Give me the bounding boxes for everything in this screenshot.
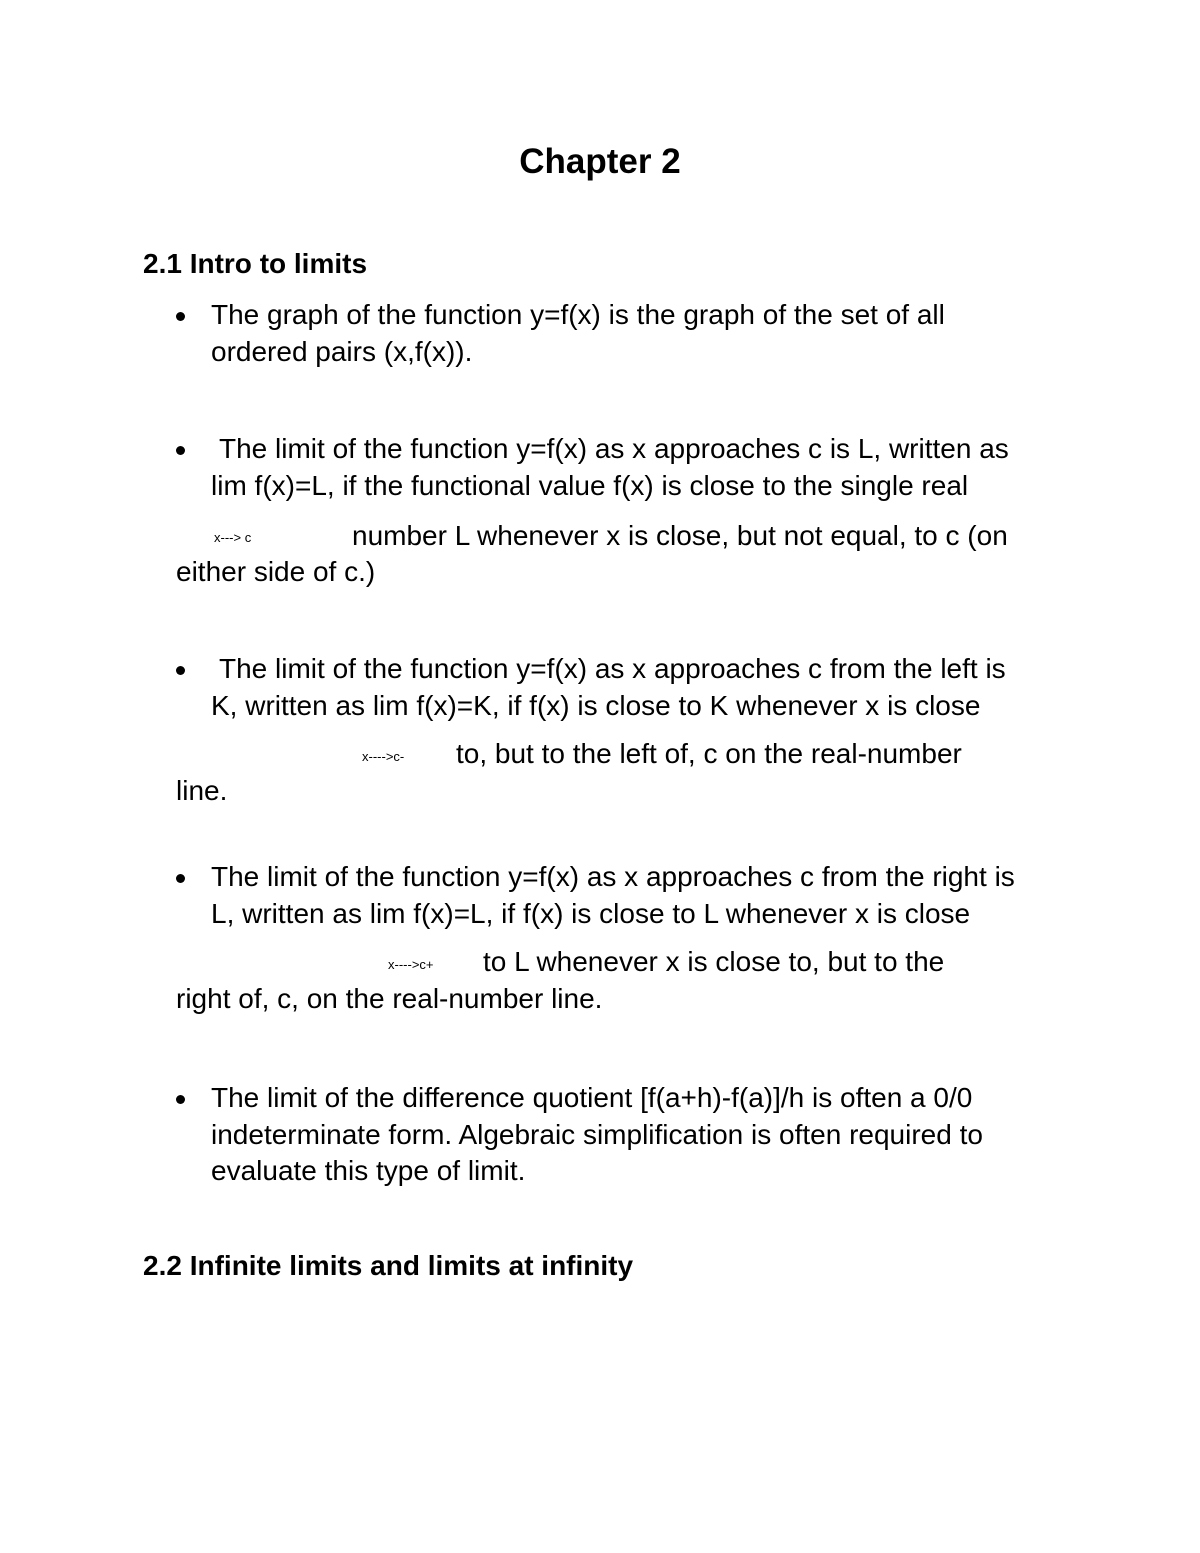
bullet-3-tail: line.	[176, 775, 228, 806]
bullet-3-limit-subscript: x---->c-	[362, 749, 405, 764]
section-heading-2-2: 2.2 Infinite limits and limits at infinity	[143, 1250, 634, 1281]
bullet-4-tail: right of, c, on the real-number line.	[176, 983, 603, 1014]
bullet-2-line-1: The limit of the function y=f(x) as x approaches c is L, written as	[219, 433, 1009, 464]
bullet-icon	[176, 874, 185, 883]
bullet-4-line-2: L, written as lim f(x)=L, if f(x) is close to L whenever x is close	[211, 898, 971, 929]
bullet-3-line-1: The limit of the function y=f(x) as x approaches c from the left is	[219, 653, 1006, 684]
bullet-2-tail: either side of c.)	[176, 556, 376, 587]
bullet-2-limit-subscript: x---> c	[214, 530, 252, 545]
bullet-3-line-2: K, written as lim f(x)=K, if f(x) is close to K whenever x is close	[211, 690, 981, 721]
bullet-3-continuation: to, but to the left of, c on the real-number	[456, 738, 962, 769]
bullet-icon	[176, 1095, 185, 1104]
bullet-4-line-1: The limit of the function y=f(x) as x approaches c from the right is	[211, 861, 1015, 892]
bullet-5-line-2: indeterminate form. Algebraic simplification is often required to	[211, 1119, 983, 1150]
page-title: Chapter 2	[519, 142, 681, 181]
bullet-1-line-2: ordered pairs (x,f(x)).	[211, 336, 473, 367]
bullet-icon	[176, 446, 185, 455]
bullet-5-line-1: The limit of the difference quotient [f(a+h)-f(a)]/h is often a 0/0	[211, 1082, 973, 1113]
bullet-icon	[176, 312, 185, 321]
bullet-5-line-3: evaluate this type of limit.	[211, 1155, 526, 1186]
bullet-2-line-2: lim f(x)=L, if the functional value f(x) is close to the single real	[211, 470, 969, 501]
bullet-4-continuation: to L whenever x is close to, but to the	[483, 946, 945, 977]
bullet-icon	[176, 666, 185, 675]
bullet-2-continuation: number L whenever x is close, but not equal, to c (on	[352, 520, 1008, 551]
section-heading-2-1: 2.1 Intro to limits	[143, 248, 368, 279]
bullet-4-limit-subscript: x---->c+	[388, 957, 434, 972]
bullet-1-line-1: The graph of the function y=f(x) is the graph of the set of all	[211, 299, 945, 330]
